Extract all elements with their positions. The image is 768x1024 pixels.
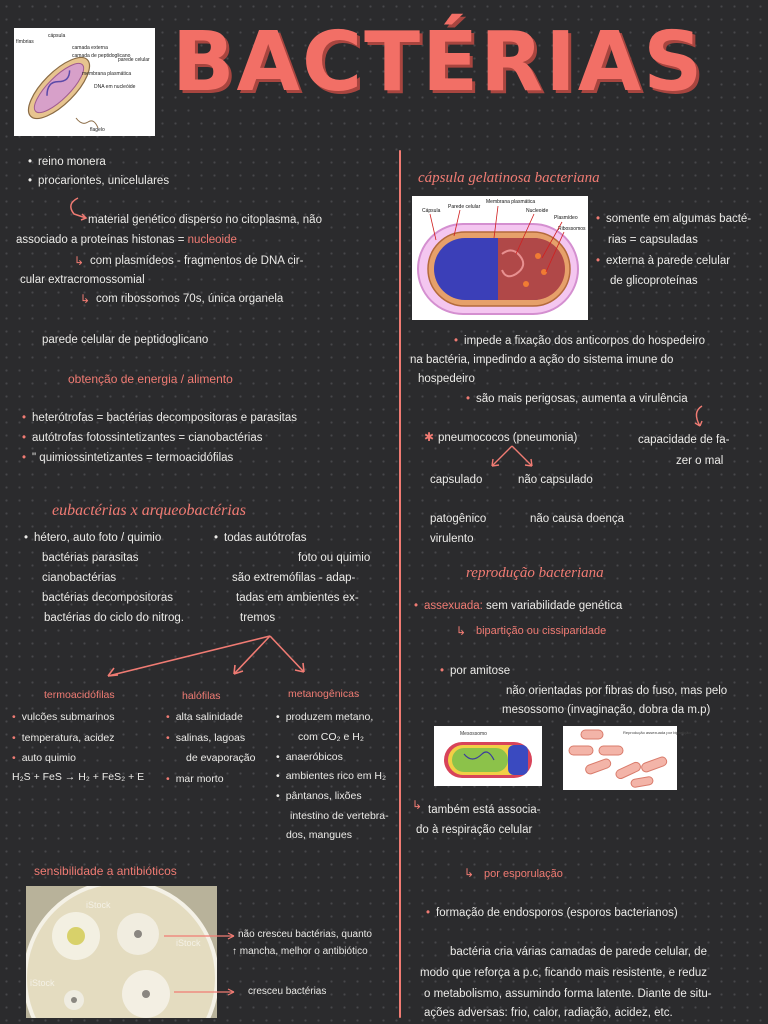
label-fimbrias: fímbrias <box>16 39 34 45</box>
capacidade-line2: zer o mal <box>676 455 724 467</box>
label-membrana: membrana plasmática <box>82 71 132 77</box>
arrow-right-icon: ↳ <box>74 254 85 268</box>
mesossomo-image <box>434 726 542 786</box>
metanogenicas-heading: metanogênicas <box>288 688 360 700</box>
halo-item-4: • mar morto <box>166 773 224 786</box>
termo-item-3: • auto quimio <box>12 752 76 765</box>
cap-label-membrana: Membrana plasmática <box>486 199 536 205</box>
ar-item-5: tremos <box>240 612 276 624</box>
eu-item-1: • hétero, auto foto / quimio <box>24 531 161 545</box>
formacao-line: • formação de endosporos (esporos bacterianos) <box>426 906 678 920</box>
bacteria-illustration <box>14 28 155 136</box>
arrow-curve-icon <box>66 196 90 222</box>
impede-line1: • impede a fixação dos anticorpos do hospedeiro <box>454 334 705 348</box>
label-flagelo: flagelo <box>90 127 105 133</box>
bullet-heterotrofas: • heterótrofas = bactérias decompositoras e parasitas <box>22 411 297 425</box>
virulento-label: virulento <box>430 533 474 545</box>
capacidade-line1: capacidade de fa- <box>638 434 730 446</box>
label-capsula: cápsula <box>48 33 66 39</box>
bacteria-cria-line4: ações adversas: frio, calor, radiação, acidez, etc. <box>424 1007 673 1019</box>
bacteria-cria-line3: o metabolismo, assumindo forma latente. Diante de situ- <box>424 988 712 1000</box>
capsulado-label: capsulado <box>430 474 483 486</box>
meta-item-2: com CO₂ e H₂ <box>298 731 364 743</box>
cap-note-1: • somente em algumas bacté- <box>596 212 751 226</box>
bullet-reino: • reino monera <box>28 155 106 169</box>
cap-label-plasmideo: Plasmídeo <box>554 215 578 221</box>
arrow-right-icon: ↳ <box>80 292 91 306</box>
perigosas-line: • são mais perigosas, aumenta a virulência <box>466 392 688 406</box>
eu-item-2: bactérias parasitas <box>42 552 139 564</box>
nucleoide-highlight: nucleoide <box>187 234 237 246</box>
label-dna: DNA em nucleóide <box>94 84 136 90</box>
tambem-line1: também está associa- <box>428 804 541 816</box>
capsule-illustration <box>412 196 588 320</box>
capsula-heading: cápsula gelatinosa bacteriana <box>418 170 600 186</box>
assexuada-line <box>414 599 622 613</box>
column-divider <box>399 150 401 1018</box>
cap-label-nucleoide: Nucleoide <box>526 208 549 214</box>
bullet-procariontes: • procariontes, unicelulares <box>28 174 169 188</box>
sens-note-2: cresceu bactérias <box>248 986 327 997</box>
sensibilidade-heading: sensibilidade a antibióticos <box>34 864 177 878</box>
ar-item-4: tadas em ambientes ex- <box>236 592 359 604</box>
assexuada-label: assexuada: <box>424 600 483 612</box>
label-camada-externa: camada externa <box>72 45 108 51</box>
ar-item-2: foto ou quimio <box>298 552 371 564</box>
cap-label-capsula: Cápsula <box>422 208 441 214</box>
label-peptidoglicano: camada de peptidoglicano <box>72 53 131 59</box>
arrow-right-icon: ↳ <box>464 866 475 880</box>
histonas-text: associado a proteínas histonas = <box>16 234 188 246</box>
bacteria-cria-line2: modo que reforça a p.c, ficando mais resistente, e reduz <box>420 967 708 979</box>
material-genetico-line2 <box>16 233 237 247</box>
halo-item-3: de evaporação <box>186 752 256 764</box>
meta-item-4: • ambientes rico em H₂ <box>276 770 386 783</box>
amitose-line: • por amitose <box>440 664 510 678</box>
cap-note-2: rias = capsuladas <box>608 234 698 246</box>
biparticao-label: Reprodução assexuada por bipartição <box>623 730 691 735</box>
halo-item-2: • salinas, lagoas <box>166 732 245 745</box>
termo-item-1: • vulcões submarinos <box>12 711 114 724</box>
cap-label-parede: Parede celular <box>448 204 481 210</box>
biparticao-image <box>563 726 691 790</box>
bullet-autotrofas: • autótrofas fotossintetizantes = cianobactérias <box>22 431 263 445</box>
termoacidofilas-heading: termoacidófilas <box>44 689 115 701</box>
cap-note-4: de glicoproteínas <box>610 275 698 287</box>
arrow-curve-icon: ↳ <box>412 798 423 812</box>
nao-causa-doenca-label: não causa doença <box>530 513 624 525</box>
watermark-1: iStock <box>86 900 111 910</box>
eu-item-3: cianobactérias <box>42 572 117 584</box>
meta-item-5: • pântanos, lixões <box>276 790 362 803</box>
biparticao-illustration <box>563 726 691 790</box>
nao-capsulado-label: não capsulado <box>518 474 593 486</box>
split-arrow-icon <box>486 444 536 470</box>
tambem-line2: do à respiração celular <box>416 824 533 836</box>
cap-note-3: • externa à parede celular <box>596 254 730 268</box>
ar-item-1: • todas autótrofas <box>214 531 307 545</box>
halo-item-1: • alta salinidade <box>166 711 243 724</box>
arrow-down-icon <box>690 404 708 430</box>
ar-item-3: são extremófilas - adap- <box>232 572 356 584</box>
eu-item-4: bactérias decompositoras <box>42 592 174 604</box>
watermark-2: iStock <box>176 938 201 948</box>
termo-equation: H₂S + FeS → H₂ + FeS₂ + E <box>12 771 145 783</box>
cap-label-ribossomos: Ribossomos <box>558 226 586 232</box>
arrow-right-icon: ↳ <box>456 624 467 638</box>
halofilas-heading: halófilas <box>182 690 221 702</box>
meta-item-3: • anaeróbicos <box>276 751 343 764</box>
eu-item-5: bactérias do ciclo do nitrog. <box>44 612 184 624</box>
impede-line2: na bactéria, impedindo a ação do sistema imune do <box>410 354 674 366</box>
asterisk-icon: ✱ <box>424 430 435 444</box>
watermark-3: iStock <box>30 978 55 988</box>
nao-orientadas-line1: não orientadas por fibras do fuso, mas pelo <box>506 685 728 697</box>
nao-orientadas-line2: mesossomo (invaginação, dobra da m.p) <box>502 704 711 716</box>
pneumococos-line: pneumococos (pneumonia) <box>438 432 578 444</box>
plasmideos-line1: com plasmídeos - fragmentos de DNA cir- <box>90 255 304 267</box>
ribossomos-line: com ribossomos 70s, única organela <box>96 293 284 305</box>
assexuada-text: sem variabilidade genética <box>482 600 623 612</box>
eubacterias-vs-arqueobacterias-heading: eubactérias x arqueobactérias <box>52 502 247 519</box>
meta-item-1: • produzem metano, <box>276 711 373 724</box>
mesossomo-illustration <box>434 726 542 786</box>
mesossomo-label: Mesossomo <box>460 731 487 737</box>
branch-arrows-icon <box>100 632 310 680</box>
impede-line3: hospedeiro <box>418 373 475 385</box>
label-parede-celular: parede celular <box>118 57 150 63</box>
reproducao-heading: reprodução bacteriana <box>466 565 604 581</box>
bacteria-structure-diagram <box>14 28 155 136</box>
bipartição-line: bipartição ou cissiparidade <box>476 625 607 637</box>
energy-heading: obtenção de energia / alimento <box>68 372 233 386</box>
bacteria-cria-line1: bactéria cria várias camadas de parede celular, de <box>450 946 707 958</box>
material-genetico-line1: material genético disperso no citoplasma, não <box>88 214 322 226</box>
parede-celular-line: parede celular de peptidoglicano <box>42 334 209 346</box>
pointer-arrows-icon <box>164 932 238 1002</box>
capsule-diagram <box>412 196 588 320</box>
plasmideos-line2: cular extracromossomial <box>20 274 145 286</box>
meta-item-7: dos, mangues <box>286 829 352 841</box>
sens-note-1b: ↑ mancha, melhor o antibiótico <box>232 946 368 957</box>
bullet-quimio: • " quimiossintetizantes = termoacidófilas <box>22 451 233 465</box>
termo-item-2: • temperatura, acidez <box>12 732 115 745</box>
esporulacao-line: por esporulação <box>484 868 563 880</box>
page-title: BACTÉRIAS <box>172 15 705 110</box>
meta-item-6: intestino de vertebra- <box>290 810 389 822</box>
patogenico-label: patogênico <box>430 513 487 525</box>
sens-note-1a: não cresceu bactérias, quanto <box>238 929 372 940</box>
